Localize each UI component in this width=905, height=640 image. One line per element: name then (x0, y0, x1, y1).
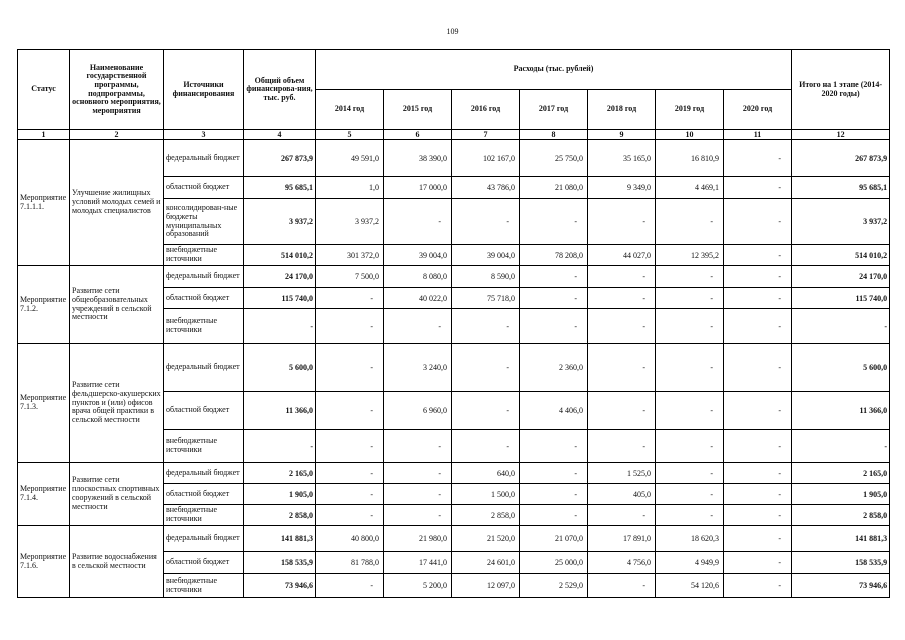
year-value-cell: - (588, 574, 656, 598)
year-value-cell: - (588, 392, 656, 430)
header-year: 2018 год (588, 90, 656, 130)
column-number: 11 (724, 130, 792, 140)
year-value-cell: 1,0 (316, 177, 384, 199)
year-value-cell: 12 097,0 (452, 574, 520, 598)
funding-source: внебюджетные источники (164, 430, 244, 463)
funding-source: консолидирован-ные бюджеты муниципальных образований (164, 199, 244, 245)
year-value-cell: - (316, 288, 384, 309)
year-value-cell: 21 520,0 (452, 526, 520, 552)
year-value-cell: - (452, 309, 520, 344)
year-value-cell: 8 080,0 (384, 266, 452, 288)
year-value-cell: - (316, 505, 384, 526)
year-value-cell: - (724, 505, 792, 526)
year-value-cell: - (656, 344, 724, 392)
year-value-cell: - (588, 505, 656, 526)
year-value-cell: 81 788,0 (316, 552, 384, 574)
total-volume-cell: 514 010,2 (244, 245, 316, 266)
total-volume-cell: 73 946,6 (244, 574, 316, 598)
year-value-cell: 38 390,0 (384, 140, 452, 177)
stage-total-cell: 2 165,0 (792, 463, 890, 484)
header-status: Статус (18, 50, 70, 130)
year-value-cell: - (452, 392, 520, 430)
year-value-cell: - (724, 344, 792, 392)
table-row (18, 344, 890, 392)
funding-source: внебюджетные источники (164, 245, 244, 266)
year-value-cell: - (724, 526, 792, 552)
header-expenses: Расходы (тыс. рублей) (316, 50, 792, 90)
year-value-cell: 7 500,0 (316, 266, 384, 288)
column-number: 3 (164, 130, 244, 140)
year-value-cell: 102 167,0 (452, 140, 520, 177)
year-value-cell: - (588, 430, 656, 463)
activity-status: Мероприятие 7.1.1.1. (18, 140, 70, 266)
year-value-cell: - (316, 463, 384, 484)
year-value-cell: 21 070,0 (520, 526, 588, 552)
year-value-cell: - (384, 430, 452, 463)
year-value-cell: - (384, 199, 452, 245)
column-number: 10 (656, 130, 724, 140)
budget-table (17, 49, 890, 598)
header-year: 2016 год (452, 90, 520, 130)
page-number: 109 (446, 27, 459, 36)
funding-source: федеральный бюджет (164, 344, 244, 392)
header-total-volume: Общий объем финансирова-ния, тыс. руб. (244, 50, 316, 130)
year-value-cell: - (656, 463, 724, 484)
year-value-cell: - (724, 392, 792, 430)
header-year: 2015 год (384, 90, 452, 130)
year-value-cell: - (588, 344, 656, 392)
year-value-cell: - (588, 288, 656, 309)
year-value-cell: 25 750,0 (520, 140, 588, 177)
year-value-cell: 2 360,0 (520, 344, 588, 392)
year-value-cell: - (656, 199, 724, 245)
funding-source: областной бюджет (164, 177, 244, 199)
year-value-cell: - (384, 505, 452, 526)
funding-source: внебюджетные источники (164, 574, 244, 598)
total-volume-cell: 2 858,0 (244, 505, 316, 526)
year-value-cell: 3 937,2 (316, 199, 384, 245)
year-value-cell: 4 756,0 (588, 552, 656, 574)
header-sources: Источники финансирования (164, 50, 244, 130)
year-value-cell: 17 441,0 (384, 552, 452, 574)
year-value-cell: - (520, 288, 588, 309)
year-value-cell: 21 980,0 (384, 526, 452, 552)
funding-source: областной бюджет (164, 484, 244, 505)
year-value-cell: - (316, 392, 384, 430)
funding-source: внебюджетные источники (164, 505, 244, 526)
year-value-cell: 40 022,0 (384, 288, 452, 309)
table-row (18, 463, 890, 484)
funding-source: областной бюджет (164, 392, 244, 430)
column-number: 1 (18, 130, 70, 140)
year-value-cell: - (656, 430, 724, 463)
year-value-cell: 4 406,0 (520, 392, 588, 430)
year-value-cell: 78 208,0 (520, 245, 588, 266)
funding-source: областной бюджет (164, 552, 244, 574)
funding-source: федеральный бюджет (164, 526, 244, 552)
year-value-cell: 12 395,2 (656, 245, 724, 266)
total-volume-cell: 3 937,2 (244, 199, 316, 245)
total-volume-cell: 11 366,0 (244, 392, 316, 430)
year-value-cell: - (656, 309, 724, 344)
activity-status: Мероприятие 7.1.4. (18, 463, 70, 526)
year-value-cell: 4 469,1 (656, 177, 724, 199)
year-value-cell: 75 718,0 (452, 288, 520, 309)
year-value-cell: 301 372,0 (316, 245, 384, 266)
header-year: 2017 год (520, 90, 588, 130)
year-value-cell: - (724, 266, 792, 288)
year-value-cell: 3 240,0 (384, 344, 452, 392)
activity-name: Развитие водоснабжения в сельской местности (70, 526, 164, 598)
year-value-cell: 35 165,0 (588, 140, 656, 177)
year-value-cell: - (588, 266, 656, 288)
year-value-cell: 39 004,0 (384, 245, 452, 266)
year-value-cell: 24 601,0 (452, 552, 520, 574)
year-value-cell: - (316, 484, 384, 505)
total-volume-cell: 115 740,0 (244, 288, 316, 309)
stage-total-cell: - (792, 309, 890, 344)
year-value-cell: - (724, 463, 792, 484)
activity-name: Развитие сети общеобразовательных учреждений в сельской местности (70, 266, 164, 344)
year-value-cell: - (724, 245, 792, 266)
year-value-cell: 5 200,0 (384, 574, 452, 598)
stage-total-cell: 3 937,2 (792, 199, 890, 245)
stage-total-cell: 73 946,6 (792, 574, 890, 598)
year-value-cell: 6 960,0 (384, 392, 452, 430)
stage-total-cell: 24 170,0 (792, 266, 890, 288)
table-row (18, 266, 890, 288)
year-value-cell: - (520, 309, 588, 344)
total-volume-cell: - (244, 309, 316, 344)
activity-name: Улучшение жилищных условий молодых семей и молодых специалистов (70, 140, 164, 266)
year-value-cell: - (656, 288, 724, 309)
total-volume-cell: - (244, 430, 316, 463)
year-value-cell: 21 080,0 (520, 177, 588, 199)
column-number: 4 (244, 130, 316, 140)
header-year: 2014 год (316, 90, 384, 130)
year-value-cell: - (520, 484, 588, 505)
funding-source: областной бюджет (164, 288, 244, 309)
stage-total-cell: 2 858,0 (792, 505, 890, 526)
header-year: 2020 год (724, 90, 792, 130)
year-value-cell: 4 949,9 (656, 552, 724, 574)
year-value-cell: - (724, 484, 792, 505)
total-volume-cell: 158 535,9 (244, 552, 316, 574)
funding-source: внебюджетные источники (164, 309, 244, 344)
year-value-cell: - (520, 430, 588, 463)
activity-name: Развитие сети фельдшерско-акушерских пунктов и (или) офисов врача общей практики в сельской местности (70, 344, 164, 463)
total-volume-cell: 2 165,0 (244, 463, 316, 484)
year-value-cell: 2 858,0 (452, 505, 520, 526)
year-value-cell: - (724, 288, 792, 309)
year-value-cell: - (724, 574, 792, 598)
total-volume-cell: 1 905,0 (244, 484, 316, 505)
year-value-cell: - (588, 309, 656, 344)
stage-total-cell: 267 873,9 (792, 140, 890, 177)
year-value-cell: 1 525,0 (588, 463, 656, 484)
year-value-cell: - (316, 344, 384, 392)
year-value-cell: - (656, 392, 724, 430)
year-value-cell: 8 590,0 (452, 266, 520, 288)
year-value-cell: - (316, 430, 384, 463)
table-row (18, 526, 890, 552)
year-value-cell: - (520, 199, 588, 245)
year-value-cell: - (316, 309, 384, 344)
total-volume-cell: 267 873,9 (244, 140, 316, 177)
year-value-cell: - (724, 430, 792, 463)
year-value-cell: - (452, 430, 520, 463)
total-volume-cell: 5 600,0 (244, 344, 316, 392)
year-value-cell: - (656, 484, 724, 505)
year-value-cell: 640,0 (452, 463, 520, 484)
year-value-cell: 16 810,9 (656, 140, 724, 177)
year-value-cell: - (724, 552, 792, 574)
column-number: 2 (70, 130, 164, 140)
year-value-cell: - (656, 505, 724, 526)
total-volume-cell: 95 685,1 (244, 177, 316, 199)
funding-source: федеральный бюджет (164, 463, 244, 484)
activity-status: Мероприятие 7.1.2. (18, 266, 70, 344)
header-stage-total: Итого на 1 этапе (2014-2020 годы) (792, 50, 890, 130)
stage-total-cell: 1 905,0 (792, 484, 890, 505)
year-value-cell: - (452, 344, 520, 392)
year-value-cell: 44 027,0 (588, 245, 656, 266)
year-value-cell: 54 120,6 (656, 574, 724, 598)
year-value-cell: - (316, 574, 384, 598)
stage-total-cell: 158 535,9 (792, 552, 890, 574)
year-value-cell: - (724, 140, 792, 177)
year-value-cell: 25 000,0 (520, 552, 588, 574)
header-name: Наименование государственной программы, подпрограммы, основного мероприятия, мероприятия (70, 50, 164, 130)
stage-total-cell: 11 366,0 (792, 392, 890, 430)
stage-total-cell: - (792, 430, 890, 463)
year-value-cell: 39 004,0 (452, 245, 520, 266)
column-number: 7 (452, 130, 520, 140)
year-value-cell: 18 620,3 (656, 526, 724, 552)
table-row (18, 140, 890, 177)
year-value-cell: 17 000,0 (384, 177, 452, 199)
column-number: 6 (384, 130, 452, 140)
year-value-cell: 49 591,0 (316, 140, 384, 177)
funding-source: федеральный бюджет (164, 266, 244, 288)
year-value-cell: 1 500,0 (452, 484, 520, 505)
stage-total-cell: 115 740,0 (792, 288, 890, 309)
column-number: 5 (316, 130, 384, 140)
year-value-cell: 9 349,0 (588, 177, 656, 199)
activity-status: Мероприятие 7.1.6. (18, 526, 70, 598)
total-volume-cell: 24 170,0 (244, 266, 316, 288)
activity-name: Развитие сети плоскостных спортивных сооружений в сельской местности (70, 463, 164, 526)
year-value-cell: 43 786,0 (452, 177, 520, 199)
funding-source: федеральный бюджет (164, 140, 244, 177)
header-year: 2019 год (656, 90, 724, 130)
year-value-cell: - (656, 266, 724, 288)
year-value-cell: - (384, 463, 452, 484)
stage-total-cell: 514 010,2 (792, 245, 890, 266)
year-value-cell: - (520, 266, 588, 288)
year-value-cell: - (520, 463, 588, 484)
year-value-cell: - (588, 199, 656, 245)
year-value-cell: 40 800,0 (316, 526, 384, 552)
stage-total-cell: 141 881,3 (792, 526, 890, 552)
column-number: 12 (792, 130, 890, 140)
year-value-cell: - (724, 177, 792, 199)
activity-status: Мероприятие 7.1.3. (18, 344, 70, 463)
year-value-cell: - (384, 484, 452, 505)
stage-total-cell: 5 600,0 (792, 344, 890, 392)
column-number: 9 (588, 130, 656, 140)
total-volume-cell: 141 881,3 (244, 526, 316, 552)
year-value-cell: 405,0 (588, 484, 656, 505)
stage-total-cell: 95 685,1 (792, 177, 890, 199)
column-number: 8 (520, 130, 588, 140)
year-value-cell: - (452, 199, 520, 245)
year-value-cell: - (724, 309, 792, 344)
year-value-cell: 17 891,0 (588, 526, 656, 552)
year-value-cell: - (520, 505, 588, 526)
year-value-cell: - (384, 309, 452, 344)
year-value-cell: - (724, 199, 792, 245)
year-value-cell: 2 529,0 (520, 574, 588, 598)
